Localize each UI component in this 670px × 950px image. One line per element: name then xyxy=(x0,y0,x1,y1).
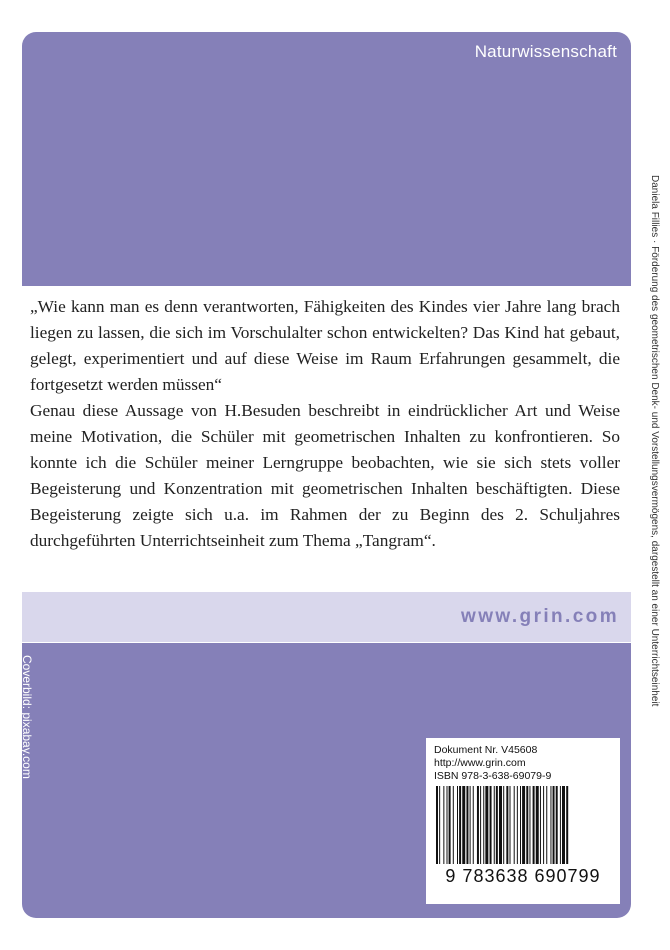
barcode-number: 9 783638 690799 xyxy=(445,866,601,886)
publisher-website: http://www.grin.com xyxy=(434,757,526,769)
spine-text: Daniela Fillies · Förderung des geometrischen Denk- und Vorstellungsvermögens, dargestellt an einer Unterrichtseinheit xyxy=(649,175,660,707)
top-color-panel xyxy=(22,32,631,286)
blurb-quote: „Wie kann man es denn verantworten, Fähigkeiten des Kindes vier Jahre lang brach liegen zu lassen, die sich im Vorschulalter schon entwickelten? Das Kind hat gebaut, gelegt, experimentiert und auf diese Weise im Raum Erfahrungen gesammelt, die fortgesetzt werden müssen“ xyxy=(30,297,620,394)
back-cover-blurb xyxy=(30,294,620,554)
cover-image-credit: Coverbild: pixabay.com xyxy=(20,655,34,779)
category-label: Naturwissenschaft xyxy=(474,42,617,61)
url-band xyxy=(22,592,631,642)
isbn: ISBN 978-3-638-69079-9 xyxy=(434,770,552,782)
publisher-url[interactable]: www.grin.com xyxy=(461,606,619,627)
document-info xyxy=(434,744,551,783)
document-number: Dokument Nr. V45608 xyxy=(434,744,538,756)
blurb-body: Genau diese Aussage von H.Besuden beschreibt in eindrücklicher Art und Weise meine Motivation, die Schüler mit geometrischen Inhalten zu konfrontieren. So konnte ich die Schüler meiner Lerngruppe beobachten, wie sie sich stets voller Begeisterung und Konzentration mit geometrischen Inhalten beschäftigten. Diese Begeisterung zeigte sich u.a. im Rahmen der zu Beginn des 2. Schuljahres durchgeführten Unterrichtseinheit zum Thema „Tangram“. xyxy=(30,401,620,550)
publication-info-box xyxy=(426,738,620,904)
